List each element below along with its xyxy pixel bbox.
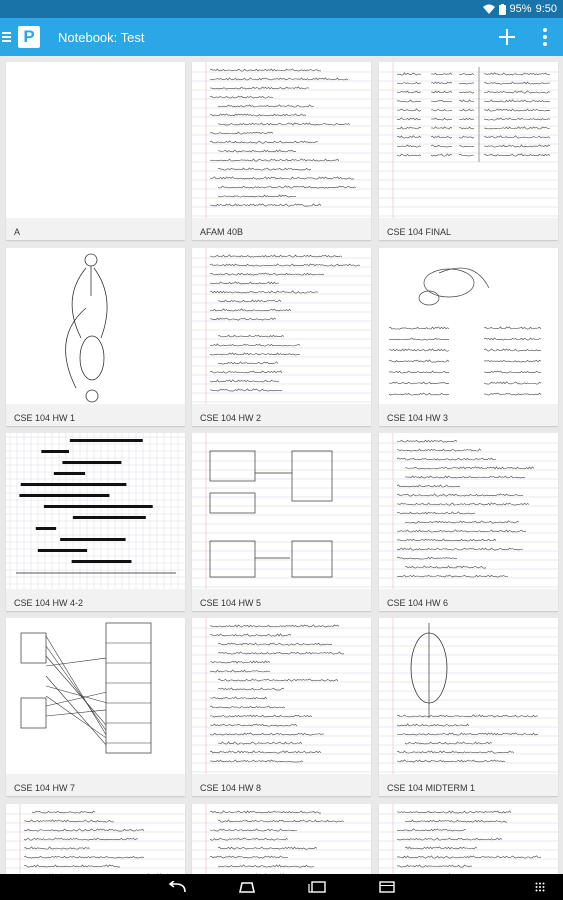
notebook-thumbnail	[379, 618, 558, 774]
notebook-title: CSE 104 MIDTERM 1	[387, 783, 476, 793]
drawer-menu-icon[interactable]	[2, 32, 14, 42]
notebook-thumbnail	[6, 804, 185, 874]
battery-icon	[499, 4, 506, 15]
grid-dots-icon	[535, 882, 545, 892]
notebook-thumbnail	[192, 62, 371, 218]
home-icon	[237, 881, 257, 893]
notebook-title: CSE 104 HW 2	[200, 413, 262, 423]
notebook-card[interactable]	[6, 618, 185, 796]
notebook-card[interactable]	[192, 62, 371, 240]
notebook-thumbnail	[379, 62, 558, 218]
recents-button[interactable]	[282, 874, 352, 900]
notebook-thumbnail	[6, 62, 185, 218]
notebook-title: CSE 104 FINAL	[387, 227, 452, 237]
notebook-card[interactable]	[379, 62, 558, 240]
notebook-title: CSE 104 HW 3	[387, 413, 449, 423]
notebook-thumbnail	[379, 433, 558, 589]
notebook-card[interactable]	[6, 248, 185, 426]
notebook-card[interactable]	[6, 804, 185, 874]
recents-icon	[308, 881, 326, 893]
system-nav-bar	[0, 874, 563, 900]
screenshot-button[interactable]	[352, 874, 422, 900]
notebook-grid	[0, 56, 563, 874]
app-grid-button[interactable]	[527, 874, 553, 900]
app-logo: P	[18, 26, 40, 48]
clock: 9:50	[535, 3, 557, 15]
notebook-thumbnail	[192, 433, 371, 589]
notebook-thumbnail	[192, 618, 371, 774]
notebook-thumbnail	[6, 433, 185, 589]
notebook-card[interactable]	[379, 804, 558, 874]
page-title: Notebook: Test	[58, 29, 145, 45]
add-notebook-button[interactable]	[487, 18, 527, 56]
back-icon	[167, 881, 187, 893]
notebook-card[interactable]	[379, 433, 558, 611]
notebook-card[interactable]	[379, 248, 558, 426]
notebook-card[interactable]	[192, 618, 371, 796]
notebook-title: CSE 104 HW 5	[200, 598, 262, 608]
notebook-title: CSE 104 HW 1	[14, 413, 76, 423]
overflow-menu-button[interactable]	[527, 18, 563, 56]
notebook-title: CSE 104 HW 7	[14, 783, 76, 793]
notebook-card[interactable]	[6, 62, 185, 240]
notebook-card[interactable]	[6, 433, 185, 611]
app-bar	[0, 18, 563, 56]
screenshot-icon	[379, 881, 395, 893]
notebook-card[interactable]	[192, 248, 371, 426]
notebook-thumbnail	[379, 248, 558, 404]
notebook-thumbnail	[192, 248, 371, 404]
notebook-title: CSE 104 HW 4-2	[14, 598, 84, 608]
notebook-title: AFAM 40B	[200, 227, 244, 237]
status-bar	[0, 0, 563, 18]
back-button[interactable]	[142, 874, 212, 900]
notebook-thumbnail	[6, 248, 185, 404]
wifi-icon	[483, 4, 495, 14]
home-button[interactable]	[212, 874, 282, 900]
notebook-title: CSE 104 HW 8	[200, 783, 262, 793]
notebook-title: A	[14, 227, 21, 237]
notebook-thumbnail	[192, 804, 371, 874]
notebook-title: CSE 104 HW 6	[387, 598, 449, 608]
battery-level: 95%	[509, 3, 532, 15]
notebook-card[interactable]	[192, 433, 371, 611]
notebook-card[interactable]	[379, 618, 558, 796]
notebook-thumbnail	[379, 804, 558, 874]
notebook-thumbnail	[6, 618, 185, 774]
notebook-card[interactable]	[192, 804, 371, 874]
plus-icon	[499, 29, 515, 45]
